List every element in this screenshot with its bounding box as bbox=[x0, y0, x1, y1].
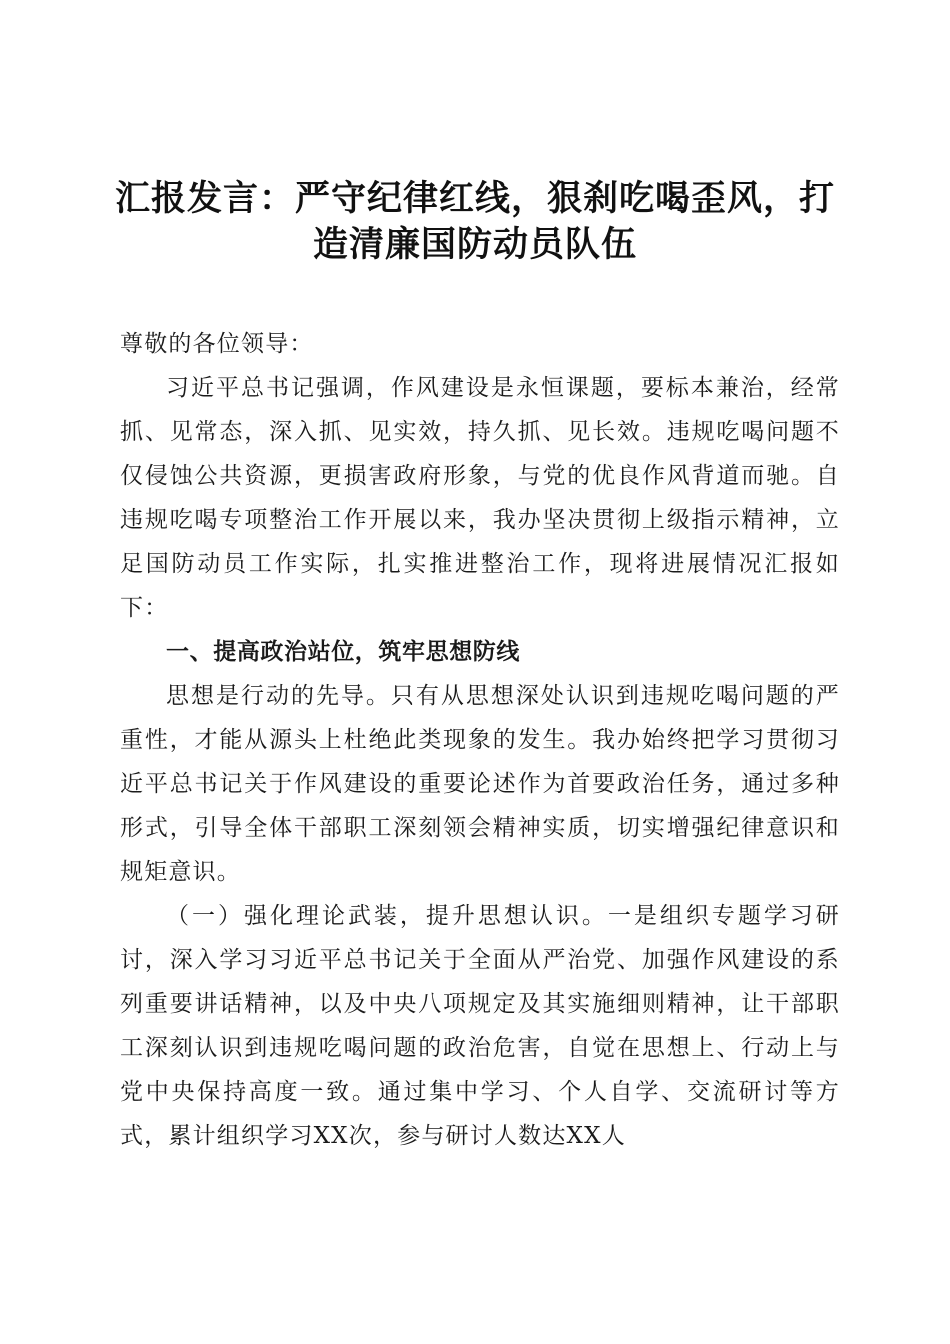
section-heading-1: 一、提高政治站位，筑牢思想防线 bbox=[166, 639, 520, 665]
intro-paragraph: 习近平总书记强调，作风建设是永恒课题，要标本兼治，经常抓、见常态，深入抓、见实效，持久抓、见长效。违规吃喝问题不仅侵蚀公共资源，更损害政府形象，与党的优良作风背道而驰。自违规吃喝专项整治工作开展以来，我办坚决贯彻上级指示精神，立足国防动员工作实际，扎实推进整治工作，现将进展情况汇报如下： bbox=[120, 375, 840, 621]
title-line-1: 汇报发言：严守纪律红线，狠刹吃喝歪风，打 bbox=[114, 178, 835, 219]
document-title bbox=[100, 176, 850, 268]
document-body bbox=[120, 322, 840, 1158]
subsection-1-paragraph: （一）强化理论武装，提升思想认识。一是组织专题学习研讨，深入学习习近平总书记关于全面从严治党、加强作风建设的系列重要讲话精神，以及中央八项规定及其实施细则精神，让干部职工深刻认识到违规吃喝问题的政治危害，自觉在思想上、行动上与党中央保持高度一致。通过集中学习、个人自学、交流研讨等方式，累计组织学习XX次，参与研讨人数达XX人 bbox=[120, 903, 840, 1149]
section-1-paragraph: 思想是行动的先导。只有从思想深处认识到违规吃喝问题的严重性，才能从源头上杜绝此类现象的发生。我办始终把学习贯彻习近平总书记关于作风建设的重要论述作为首要政治任务，通过多种形式，引导全体干部职工深刻领会精神实质，切实增强纪律意识和规矩意识。 bbox=[120, 683, 840, 885]
title-line-2: 造清廉国防动员队伍 bbox=[312, 224, 637, 265]
salutation: 尊敬的各位领导： bbox=[120, 331, 314, 357]
